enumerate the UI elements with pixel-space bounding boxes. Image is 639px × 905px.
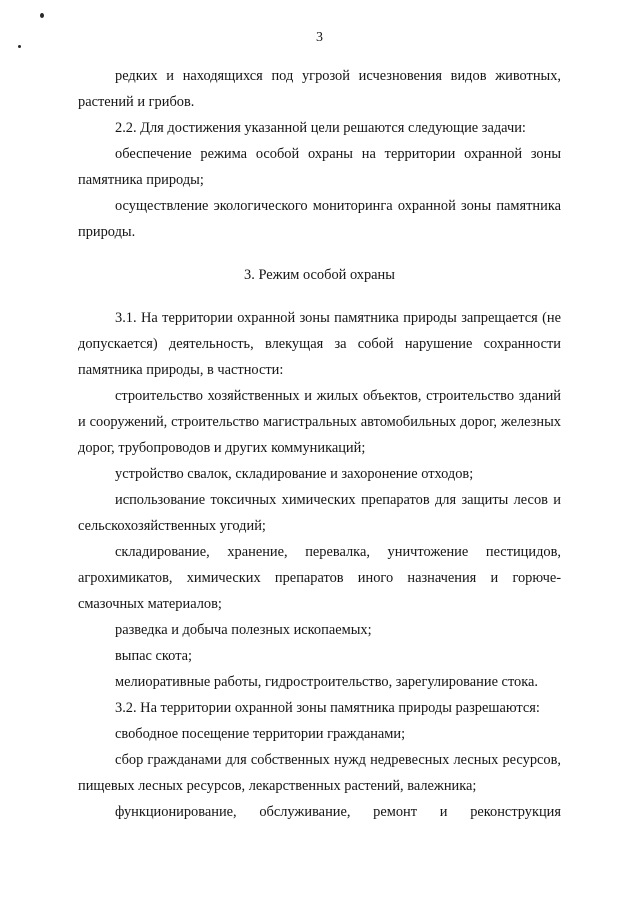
paragraph: использование токсичных химических препаратов для защиты лесов и сельскохозяйственных угодий; bbox=[78, 492, 561, 534]
paragraph: свободное посещение территории гражданами; bbox=[115, 726, 406, 742]
paragraph: мелиоративные работы, гидростроительство, зарегулирование стока. bbox=[115, 674, 538, 690]
paragraph: устройство свалок, складирование и захоронение отходов; bbox=[115, 466, 474, 482]
paragraph: 2.2. Для достижения указанной цели решаются следующие задачи: bbox=[115, 120, 526, 136]
paragraph: разведка и добыча полезных ископаемых; bbox=[115, 622, 372, 638]
paragraph: функционирование, обслуживание, ремонт и реконструкция bbox=[115, 804, 561, 820]
paragraph: осуществление экологического мониторинга охранной зоны памятника природы. bbox=[78, 198, 561, 240]
paragraph: строительство хозяйственных и жилых объектов, строительство зданий и сооружений, строительство магистральных автомобильных дорог, железных дорог, трубопроводов и других коммуникаций; bbox=[78, 388, 561, 456]
paragraph: 3.2. На территории охранной зоны памятника природы разрешаются: bbox=[115, 700, 540, 716]
paragraph: сбор гражданами для собственных нужд недревесных лесных ресурсов, пищевых лесных ресурсов, лекарственных растений, валежника; bbox=[78, 752, 561, 794]
section-heading: 3. Режим особой охраны bbox=[244, 267, 395, 283]
paragraph: редких и находящихся под угрозой исчезновения видов животных, растений и грибов. bbox=[78, 68, 561, 110]
paragraph: выпас скота; bbox=[115, 648, 193, 664]
document-body bbox=[78, 63, 561, 825]
paragraph: 3.1. На территории охранной зоны памятника природы запрещается (не допускается) деятельность, влекущая за собой нарушение сохранности памятника природы, в частности: bbox=[78, 310, 561, 378]
paragraph: складирование, хранение, перевалка, уничтожение пестицидов, агрохимикатов, химических препаратов иного назначения и горюче-смазочных материалов; bbox=[78, 544, 561, 612]
scan-speck bbox=[40, 13, 44, 18]
paragraph: обеспечение режима особой охраны на территории охранной зоны памятника природы; bbox=[78, 146, 561, 188]
page-number: 3 bbox=[316, 30, 323, 45]
